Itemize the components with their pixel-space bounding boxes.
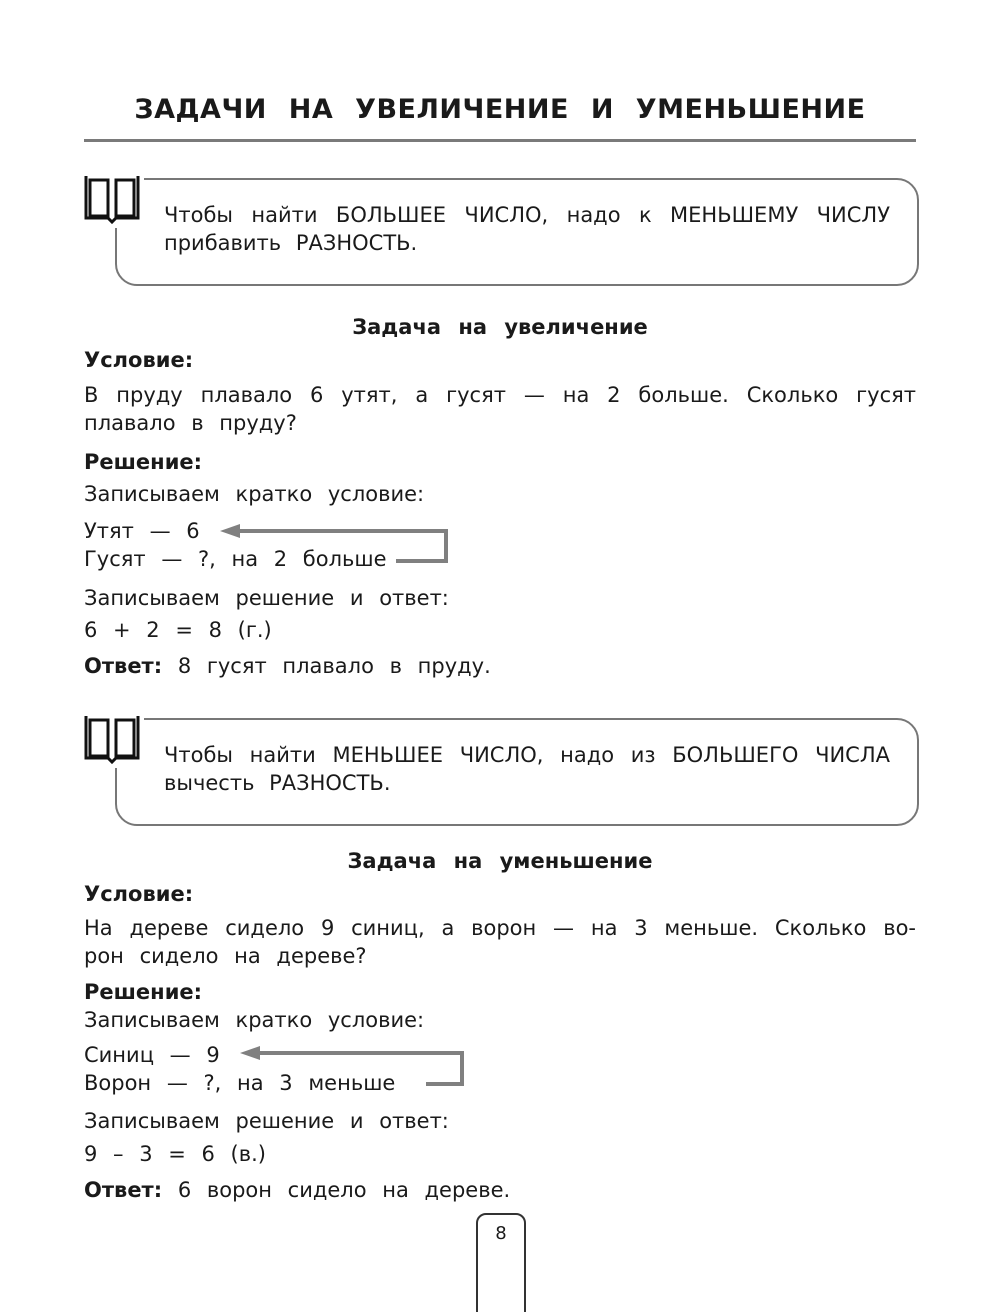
condition-text: На дереве сидело 9 синиц, а ворон — на 3 меньше. Сколько во-рон сидело на дереве? (84, 916, 916, 968)
answer-text: 6 ворон сидело на дереве. (177, 1178, 511, 1202)
short-condition-label: Записываем кратко условие: (84, 1008, 425, 1032)
condition-text: В пруду плавало 6 утят, а гусят — на 2 больше. Сколько гусят плавало в пруду? (84, 383, 916, 435)
page-number: 8 (476, 1213, 526, 1312)
rule-text: Чтобы найти МЕНЬШЕЕ ЧИСЛО, надо из БОЛЬШЕГО ЧИСЛА вычесть РАЗНОСТЬ. (164, 743, 890, 795)
arrow-icon (240, 1042, 480, 1092)
task-heading: Задача на увеличение (352, 315, 648, 339)
solution-label: Решение: (84, 980, 203, 1004)
title-underline (84, 139, 916, 142)
short-line-2: Ворон — ?, на 3 меньше (84, 1071, 396, 1095)
answer-label: Ответ: (84, 654, 163, 678)
solve-label: Записываем решение и ответ: (84, 1109, 449, 1133)
answer-label: Ответ: (84, 1178, 163, 1202)
short-line-2: Гусят — ?, на 2 больше (84, 547, 387, 571)
equation: 6 + 2 = 8 (г.) (84, 618, 272, 642)
short-line-1: Утят — 6 (84, 519, 200, 543)
book-icon (80, 172, 144, 228)
rule-text: Чтобы найти БОЛЬШЕЕ ЧИСЛО, надо к МЕНЬШЕМУ ЧИСЛУ прибавить РАЗНОСТЬ. (164, 203, 890, 255)
page-title: ЗАДАЧИ НА УВЕЛИЧЕНИЕ И УМЕНЬШЕНИЕ (134, 94, 866, 125)
short-condition-label: Записываем кратко условие: (84, 482, 425, 506)
arrow-icon (220, 520, 460, 570)
solution-label: Решение: (84, 450, 203, 474)
equation: 9 – 3 = 6 (в.) (84, 1142, 266, 1166)
answer-text: 8 гусят плавало в пруду. (177, 654, 491, 678)
short-line-1: Синиц — 9 (84, 1043, 220, 1067)
task-heading: Задача на уменьшение (347, 849, 653, 873)
condition-label: Условие: (84, 348, 194, 372)
condition-label: Условие: (84, 882, 194, 906)
solve-label: Записываем решение и ответ: (84, 586, 449, 610)
book-icon (80, 712, 144, 768)
